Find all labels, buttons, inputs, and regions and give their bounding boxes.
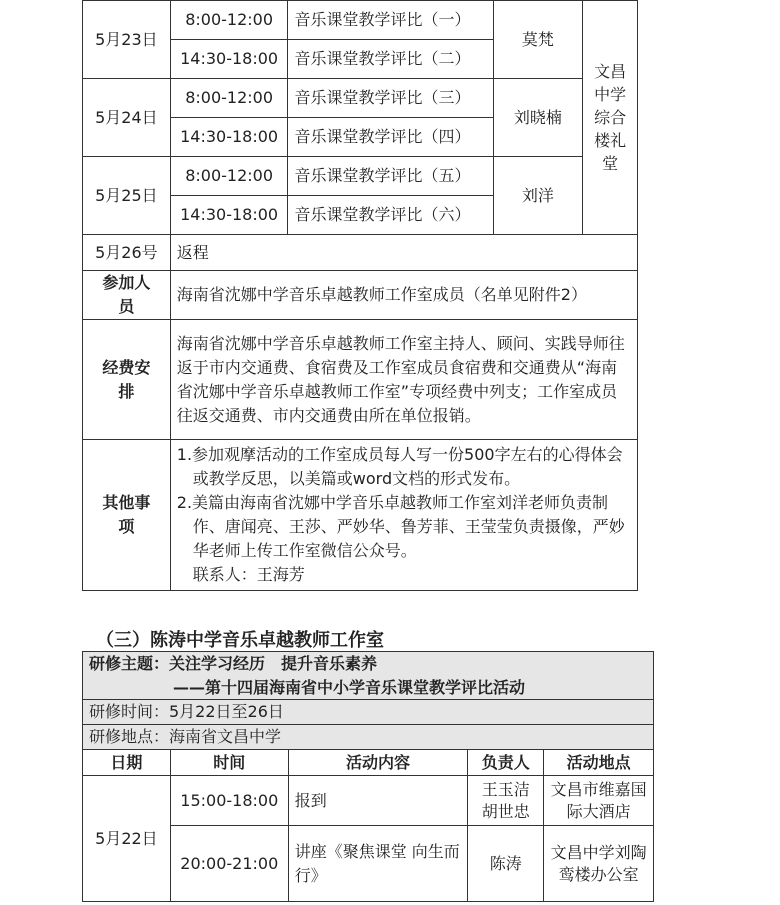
- person-cell: 陈涛: [468, 826, 544, 902]
- time-cell: 8:00-12:00: [170, 79, 288, 118]
- time-cell: 14:30-18:00: [170, 196, 288, 235]
- participants-label: 参加人员: [83, 271, 171, 320]
- theme-line2: ——第十四届海南省中小学音乐课堂教学评比活动: [173, 677, 526, 697]
- date-cell: 5月24日: [83, 79, 171, 157]
- person-cell: 王玉洁胡世忠: [468, 776, 544, 826]
- activity-cell: 音乐课堂教学评比（五）: [288, 157, 493, 196]
- person-cell: 刘洋: [493, 157, 583, 235]
- activity-cell: 音乐课堂教学评比（三）: [288, 79, 493, 118]
- other-text: [170, 440, 637, 591]
- activity-cell: 音乐课堂教学评比（二）: [288, 40, 493, 79]
- activity-cell: 报到: [288, 776, 468, 826]
- section-title: （三）陈涛中学音乐卓越教师工作室: [96, 630, 384, 651]
- activity-cell: 音乐课堂教学评比（六）: [288, 196, 493, 235]
- header-activity: 活动内容: [288, 750, 468, 776]
- header-time: 时间: [170, 750, 288, 776]
- header-venue: 活动地点: [544, 750, 654, 776]
- funding-text: 海南省沈娜中学音乐卓越教师工作室主持人、顾问、实践导师往返于市内交通费、食宿费及工作室成员食宿费和交通费从“海南省沈娜中学音乐卓越教师工作室”专项经费中列支；工作室成员往返交通费、市内交通费由所在单位报销。: [170, 320, 637, 440]
- activity-cell: 讲座《聚焦课堂 向生而行》: [288, 826, 468, 902]
- time-cell: 20:00-21:00: [170, 826, 288, 902]
- date-cell: 5月25日: [83, 157, 171, 235]
- theme-line1: 研修主题：关注学习经历 提升音乐素养: [89, 654, 378, 674]
- other-label: 其他事项: [83, 440, 171, 591]
- person-cell: 刘晓楠: [493, 79, 583, 157]
- return-date-cell: 5月26号: [83, 235, 171, 271]
- date-cell: 5月23日: [83, 1, 171, 79]
- place: 研修地点：海南省文昌中学: [83, 725, 654, 750]
- other-item: 1.参加观摩活动的工作室成员每人写一份500字左右的心得体会或教学反思，以美篇或word文档的形式发布。: [176, 445, 623, 488]
- contact-text: 联系人：王海芳: [192, 565, 305, 584]
- activity-cell: 音乐课堂教学评比（一）: [288, 1, 493, 40]
- person-cell: 莫梵: [493, 1, 583, 79]
- schedule-table-2: [82, 651, 654, 902]
- schedule-table: [82, 0, 638, 591]
- theme-cell: [83, 652, 654, 700]
- time-cell: 8:00-12:00: [170, 1, 288, 40]
- header-person: 负责人: [468, 750, 544, 776]
- venue-cell: 文昌中学刘陶鸾楼办公室: [544, 826, 654, 902]
- activity-cell: 音乐课堂教学评比（四）: [288, 118, 493, 157]
- time-cell: 14:30-18:00: [170, 40, 288, 79]
- venue-cell: 文昌中学综合楼礼堂: [583, 1, 638, 235]
- venue-cell: 文昌市维嘉国际大酒店: [544, 776, 654, 826]
- time-range: 研修时间：5月22日至26日: [83, 700, 654, 725]
- funding-label: 经费安排: [83, 320, 171, 440]
- return-text-cell: 返程: [170, 235, 637, 271]
- time-cell: 14:30-18:00: [170, 118, 288, 157]
- date-cell: 5月22日: [83, 776, 171, 902]
- time-cell: 8:00-12:00: [170, 157, 288, 196]
- participants-text: 海南省沈娜中学音乐卓越教师工作室成员（名单见附件2）: [170, 271, 637, 320]
- time-cell: 15:00-18:00: [170, 776, 288, 826]
- header-date: 日期: [83, 750, 171, 776]
- other-item: 2.美篇由海南省沈娜中学音乐卓越教师工作室刘洋老师负责制作、唐闻亮、王莎、严妙华、鲁芳菲、王莹莹负责摄像，严妙华老师上传工作室微信公众号。: [176, 493, 625, 560]
